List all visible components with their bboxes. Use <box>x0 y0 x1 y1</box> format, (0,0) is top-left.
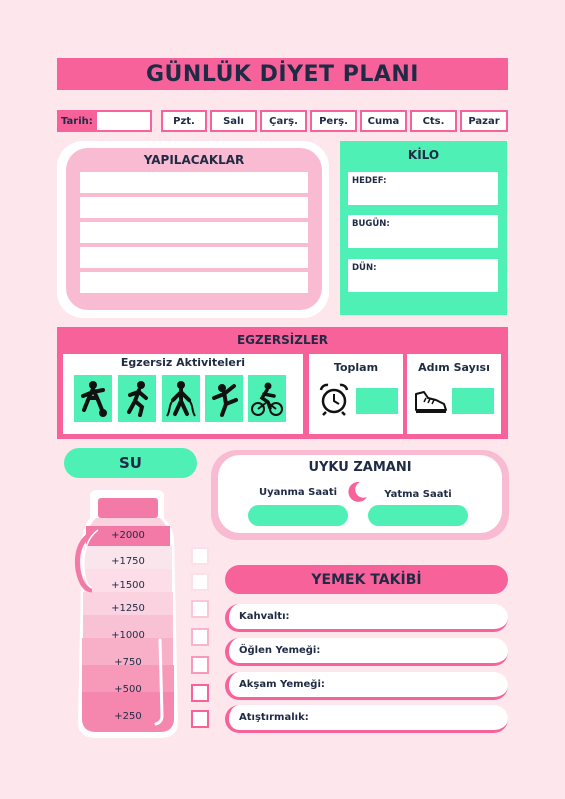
exercise-total-label: Toplam <box>333 361 379 374</box>
water-check-2000[interactable] <box>191 547 209 565</box>
todo-line-3[interactable] <box>80 222 308 243</box>
page-title-bar <box>57 58 508 90</box>
todo-line-2[interactable] <box>80 197 308 218</box>
water-level-750: +750 <box>114 657 142 668</box>
water-title: SU <box>64 448 197 478</box>
weight-yesterday-label: DÜN: <box>352 263 377 273</box>
water-check-1500[interactable] <box>191 600 209 618</box>
runner-icon[interactable] <box>118 375 156 422</box>
day-wednesday[interactable]: Çarş. <box>260 110 307 132</box>
water-level-1750: +1750 <box>111 556 145 567</box>
water-level-500: +500 <box>114 684 142 695</box>
water-check-1750[interactable] <box>191 573 209 591</box>
yoga-icon[interactable] <box>205 375 243 422</box>
weight-target-label: HEDEF: <box>352 176 387 186</box>
water-check-750[interactable] <box>191 684 209 702</box>
weight-target-field[interactable] <box>348 172 498 205</box>
exercise-activities-label: Egzersiz Aktiviteleri <box>120 356 246 369</box>
cyclist-icon[interactable] <box>248 375 286 422</box>
water-check-1000[interactable] <box>191 656 209 674</box>
meal-breakfast-label: Kahvaltı: <box>239 611 290 622</box>
soccer-player-icon[interactable] <box>74 375 112 422</box>
water-level-1000: +1000 <box>111 630 145 641</box>
day-sunday[interactable]: Pazar <box>460 110 508 132</box>
step-count-input[interactable] <box>452 388 494 414</box>
step-count-label: Adım Sayısı <box>418 361 490 374</box>
meal-lunch-label: Öğlen Yemeği: <box>239 645 321 656</box>
todo-line-5[interactable] <box>80 272 308 293</box>
todo-line-1[interactable] <box>80 172 308 193</box>
meal-breakfast-field[interactable] <box>225 604 508 632</box>
date-label: Tarih: <box>61 115 93 127</box>
exercise-total-input[interactable] <box>356 388 398 414</box>
bottle-cap <box>98 498 158 518</box>
wake-time-label: Uyanma Saati <box>258 487 338 498</box>
meal-snack-field[interactable] <box>225 705 508 733</box>
water-check-1250[interactable] <box>191 628 209 646</box>
rope-training-icon[interactable] <box>162 375 200 422</box>
day-tuesday[interactable]: Salı <box>210 110 257 132</box>
water-level-1500: +1500 <box>111 580 145 591</box>
water-level-1250: +1250 <box>111 603 145 614</box>
page-title: GÜNLÜK DİYET PLANI <box>146 61 419 87</box>
sneaker-icon <box>412 386 448 420</box>
meal-tracking-title-text: YEMEK TAKİBİ <box>311 571 422 588</box>
water-level-2000: +2000 <box>111 530 145 541</box>
alarm-clock-icon <box>318 382 350 420</box>
day-thursday[interactable]: Perş. <box>310 110 357 132</box>
meal-dinner-field[interactable] <box>225 672 508 700</box>
meal-dinner-label: Akşam Yemeği: <box>239 679 325 690</box>
meal-snack-label: Atıştırmalık: <box>239 712 309 723</box>
wake-time-input[interactable] <box>248 505 348 526</box>
moon-icon <box>348 481 368 503</box>
day-saturday[interactable]: Cts. <box>410 110 457 132</box>
weight-today-label: BUGÜN: <box>352 219 390 229</box>
bed-time-input[interactable] <box>368 505 468 526</box>
todo-line-4[interactable] <box>80 247 308 268</box>
weight-today-field[interactable] <box>348 215 498 248</box>
weight-title: KİLO <box>407 148 440 162</box>
day-friday[interactable]: Cuma <box>360 110 407 132</box>
water-level-250: +250 <box>114 711 142 722</box>
exercise-title: EGZERSİZLER <box>236 333 329 347</box>
day-monday[interactable]: Pzt. <box>161 110 207 132</box>
water-check-500[interactable] <box>191 710 209 728</box>
date-input[interactable] <box>97 112 150 130</box>
bed-time-label: Yatma Saati <box>384 489 452 500</box>
meal-lunch-field[interactable] <box>225 638 508 666</box>
meal-tracking-title <box>225 565 508 594</box>
weight-yesterday-field[interactable] <box>348 259 498 292</box>
water-bottle-graphic <box>68 490 188 738</box>
todo-title: YAPILACAKLAR <box>143 153 245 167</box>
sleep-title: UYKU ZAMANI <box>308 460 412 475</box>
